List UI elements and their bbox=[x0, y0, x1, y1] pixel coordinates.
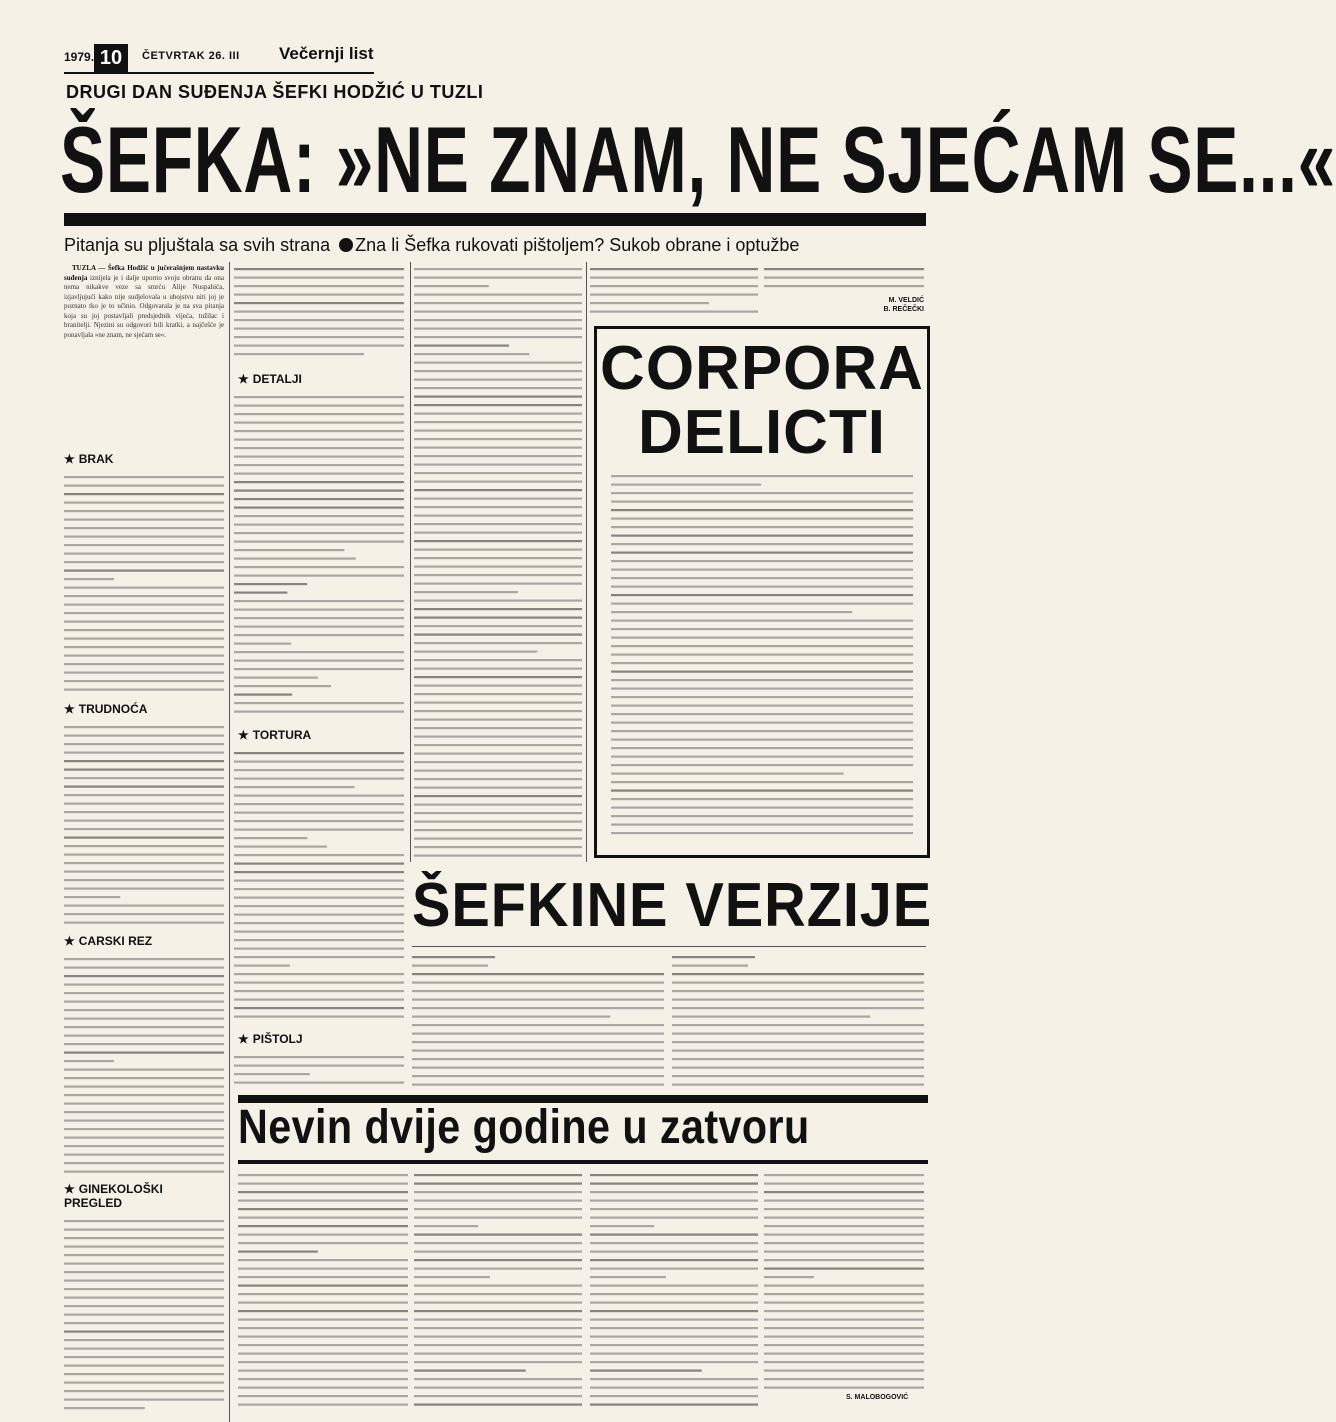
body-text-block bbox=[414, 1170, 582, 1406]
body-text-block bbox=[64, 954, 224, 1174]
masthead-year: 1979. bbox=[64, 50, 95, 64]
body-text-block bbox=[764, 1170, 924, 1390]
body-text-block bbox=[590, 264, 758, 318]
box-title-line2: DELICTI bbox=[637, 398, 887, 467]
body-text-block bbox=[64, 472, 224, 692]
nevin-heading: Nevin dvije godine u zatvoru bbox=[238, 1101, 810, 1154]
column-divider bbox=[410, 262, 411, 862]
column-divider bbox=[229, 262, 230, 1422]
masthead bbox=[64, 40, 374, 74]
corpora-delicti-box bbox=[594, 326, 930, 858]
body-text-block bbox=[234, 748, 404, 1020]
body-text-block bbox=[412, 952, 664, 1090]
column-divider bbox=[586, 262, 587, 862]
deck-part2: Zna li Šefka rukovati pištoljem? Sukob obrane i optužbe bbox=[355, 235, 800, 255]
headline-rule bbox=[64, 213, 926, 226]
body-text-block bbox=[234, 392, 404, 714]
author-signature: M. VELDIĆ B. REČEČKI bbox=[883, 297, 924, 313]
lead-body: iznijela je i dalje uporno svoju obranu da ona nema nikakve veze sa smrću Alije Nuspahića, izjavljujući kako nije sudjelovala u ubojstvu niti joj je poznato tko je to učinio. Odgovarala je na sva pitanja koja su joj postavljali predsjednik vijeća, tužilac i branitelji. Njezini su odgovori bili kratki, a najčešće je ponavljala »ne znam, ne sjećam se«. bbox=[64, 273, 224, 339]
body-text-block bbox=[672, 952, 924, 1090]
box-body-text bbox=[611, 471, 913, 841]
subhead-detalji: ★ DETALJI bbox=[238, 372, 302, 386]
bullet-icon bbox=[339, 238, 353, 252]
main-headline: ŠEFKA: »NE ZNAM, NE SJEĆAM SE...« bbox=[60, 107, 1336, 212]
section-rule bbox=[238, 1160, 928, 1164]
kicker: DRUGI DAN SUĐENJA ŠEFKI HODŽIĆ U TUZLI bbox=[66, 82, 484, 102]
subhead-pistolj: ★ PIŠTOLJ bbox=[238, 1032, 303, 1046]
subhead-tortura: ★ TORTURA bbox=[238, 728, 312, 742]
lead-text: TUZLA — Šefka Hodžić u jučerašnjem nastavku suđenja bbox=[64, 264, 224, 282]
body-text-block bbox=[590, 1170, 758, 1406]
author-signature-bottom: S. MALOBOGOVIĆ bbox=[846, 1394, 909, 1401]
subhead-carski-rez: ★ CARSKI REZ bbox=[64, 934, 153, 948]
box-title-line1: CORPORA bbox=[600, 334, 924, 403]
article-column-1 bbox=[64, 264, 224, 444]
verzije-heading: ŠEFKINE VERZIJE bbox=[412, 871, 933, 940]
body-text-block bbox=[234, 264, 404, 362]
body-text-block bbox=[64, 722, 224, 927]
paper-name: Večernji list bbox=[279, 44, 374, 63]
subhead-trudnoca: ★ TRUDNOĆA bbox=[64, 702, 148, 716]
body-text-block bbox=[414, 264, 582, 860]
body-text-block bbox=[64, 1216, 224, 1412]
subhead-ginekoloski: ★ GINEKOLOŠKI PREGLED bbox=[64, 1182, 163, 1210]
deck bbox=[64, 235, 934, 256]
body-text-block bbox=[764, 264, 924, 294]
body-text-block bbox=[234, 1052, 404, 1090]
masthead-date: ČETVRTAK 26. III bbox=[142, 50, 240, 62]
deck-part1: Pitanja su pljuštala sa svih strana bbox=[64, 235, 331, 255]
section-divider bbox=[412, 946, 926, 947]
body-text-block bbox=[238, 1170, 408, 1406]
subhead-brak: ★ BRAK bbox=[64, 452, 114, 466]
page-number: 10 bbox=[94, 44, 128, 72]
